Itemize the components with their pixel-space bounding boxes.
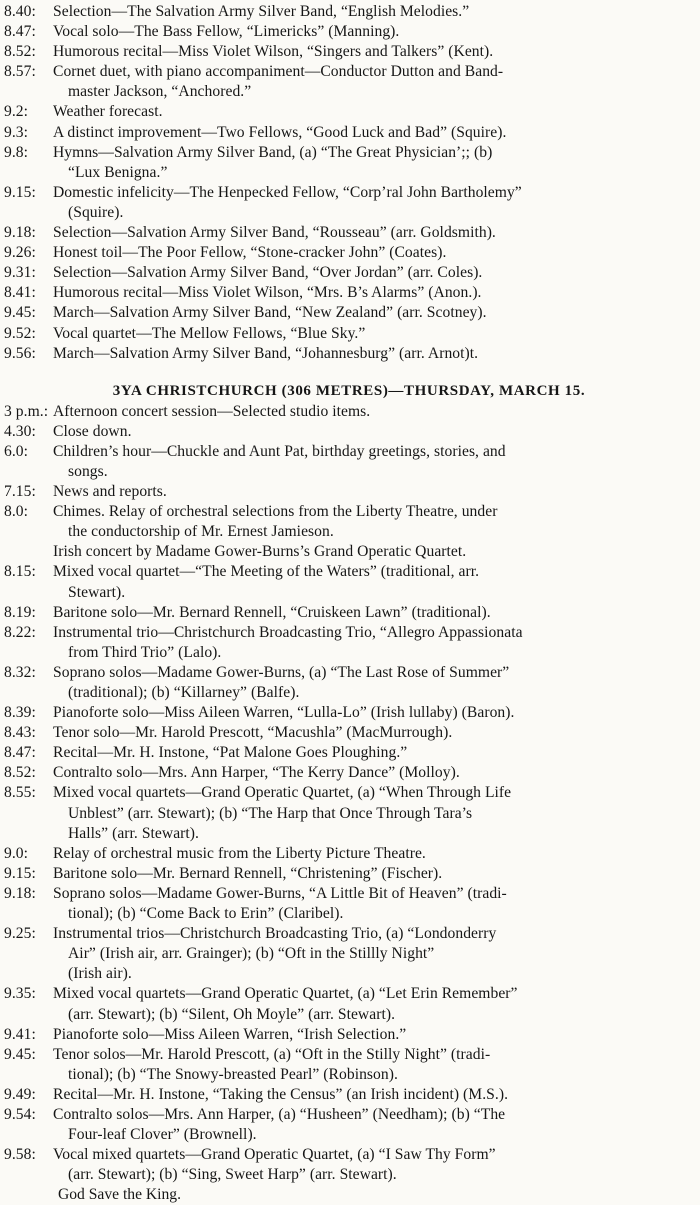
entry-line: (traditional); (b) “Killarney” (Balfe). (68, 684, 300, 701)
programme-entry (4, 102, 694, 122)
entry-text (53, 603, 694, 623)
programme-entry (4, 864, 694, 884)
entry-line: tional); (b) “The Snowy-breasted Pearl” (Robinson). (68, 1065, 398, 1083)
entry-line: (arr. Stewart); (b) “Sing, Sweet Harp” (arr. Stewart). (68, 1166, 397, 1184)
entry-line: Contralto solos—Mrs. Ann Harper, (a) “Husheen” (Needham); (b) “The (53, 1105, 506, 1123)
entry-time: 9.45: (4, 1045, 36, 1063)
entry-line: Humorous recital—Miss Violet Wilson, “Mrs. B’s Alarms” (Anon.). (53, 284, 482, 302)
entry-text (53, 743, 694, 763)
entry-line: Close down. (53, 422, 132, 440)
programme-entry (4, 663, 694, 703)
programme-entry (4, 324, 694, 344)
entry-line: Mixed vocal quartets—Grand Operatic Quartet, (a) “When Through Life (53, 784, 512, 802)
entry-time: 8.19: (4, 603, 36, 621)
entry-time: 8.47: (4, 744, 36, 762)
entry-time: 8.0: (4, 503, 29, 521)
programme-entry (4, 422, 694, 442)
entry-time: 8.52: (4, 764, 36, 782)
entry-text (53, 562, 694, 602)
entry-time: 9.0: (4, 844, 29, 862)
entry-line: Selection—Salvation Army Silver Band, “Rousseau” (arr. Goldsmith). (53, 224, 496, 242)
entry-time: 8.57: (4, 63, 36, 81)
entry-text (53, 1045, 694, 1085)
entry-line: March—Salvation Army Silver Band, “New Zealand” (arr. Scotney). (53, 304, 487, 322)
programme-entry (4, 22, 694, 42)
programme-entry (4, 442, 694, 482)
programme-entry (4, 223, 694, 243)
entry-text (53, 482, 694, 502)
entry-text (53, 344, 694, 364)
entry-line: Selection—The Salvation Army Silver Band, “English Melodies.” (53, 3, 470, 20)
entry-line: Vocal mixed quartets—Grand Operatic Quartet, (a) “I Saw Thy Form” (53, 1146, 496, 1164)
entry-text (53, 183, 694, 223)
programme-entry (4, 1085, 694, 1105)
entry-text (53, 402, 694, 422)
programme-section-3ya (4, 402, 694, 1186)
entry-text (53, 283, 694, 303)
entry-line: Mixed vocal quartet—“The Meeting of the Waters” (traditional, arr. (53, 563, 480, 581)
entry-line: Vocal quartet—The Mellow Fellows, “Blue Sky.” (53, 324, 366, 342)
programme-entry (4, 62, 694, 102)
entry-text (53, 864, 694, 884)
entry-time: 8.43: (4, 724, 36, 742)
entry-line: (Squire). (68, 203, 124, 221)
entry-text (53, 1085, 694, 1105)
programme-entry (4, 502, 694, 542)
programme-entry (4, 1145, 694, 1185)
entry-text (53, 1105, 694, 1145)
programme-entry (4, 984, 694, 1024)
entry-time: 3 p.m.: (4, 402, 49, 420)
entry-time: 9.15: (4, 864, 36, 882)
entry-time: 9.56: (4, 344, 36, 362)
programme-entry (4, 1045, 694, 1085)
entry-line: Afternoon concert session—Selected studio items. (53, 402, 371, 420)
entry-time: 9.2: (4, 103, 29, 121)
entry-text (53, 422, 694, 442)
entry-text (53, 703, 694, 723)
station-heading: 3YA CHRISTCHURCH (306 METRES)—THURSDAY, MARCH 15. (112, 382, 586, 399)
entry-line: Soprano solos—Madame Gower-Burns, “A Little Bit of Heaven” (tradi- (53, 884, 507, 902)
entry-line: News and reports. (53, 483, 167, 501)
entry-time: 9.18: (4, 884, 36, 902)
closing-line: God Save the King. (58, 1186, 181, 1204)
programme-entry (4, 143, 694, 183)
entry-line: Pianoforte solo—Miss Aileen Warren, “Lulla-Lo” (Irish lullaby) (Baron). (53, 704, 515, 722)
programme-entry (4, 623, 694, 663)
entry-text (53, 542, 694, 562)
programme-entry (4, 283, 694, 303)
entry-line: Pianoforte solo—Miss Aileen Warren, “Irish Selection.” (53, 1025, 407, 1043)
entry-time: 9.52: (4, 324, 36, 342)
entry-line: Honest toil—The Poor Fellow, “Stone-cracker John” (Coates). (53, 244, 447, 262)
entry-text (53, 123, 694, 143)
entry-text (53, 22, 694, 42)
entry-time: 9.54: (4, 1105, 36, 1123)
entry-time: 9.49: (4, 1085, 36, 1103)
entry-time: 8.47: (4, 23, 36, 41)
entry-text (53, 102, 694, 122)
entry-text (53, 1025, 694, 1045)
entry-line: Four-leaf Clover” (Brownell). (68, 1126, 257, 1144)
entry-line: master Jackson, “Anchored.” (68, 83, 252, 101)
entry-time: 9.41: (4, 1025, 36, 1043)
programme-entry (4, 344, 694, 364)
programme-entry (4, 542, 694, 562)
entry-line: Domestic infelicity—The Henpecked Fellow, “Corp’ral John Bartholemy” (53, 183, 522, 201)
entry-line: Selection—Salvation Army Silver Band, “Over Jordan” (arr. Coles). (53, 264, 483, 282)
entry-time: 9.58: (4, 1146, 36, 1164)
entry-text (53, 924, 694, 984)
entry-time: 4.30: (4, 422, 36, 440)
programme-entry (4, 263, 694, 283)
entry-line: Halls” (arr. Stewart). (68, 824, 199, 842)
entry-line: from Third Trio” (Lalo). (68, 643, 222, 661)
entry-line: (arr. Stewart); (b) “Silent, Oh Moyle” (arr. Stewart). (68, 1005, 396, 1023)
entry-time: 9.35: (4, 985, 36, 1003)
entry-line: Weather forecast. (53, 103, 163, 121)
entry-line: Tenor solo—Mr. Harold Prescott, “Macushla” (MacMurrough). (53, 724, 453, 742)
entry-line: A distinct improvement—Two Fellows, “Good Luck and Bad” (Squire). (53, 123, 507, 141)
entry-line: Air” (Irish air, arr. Grainger); (b) “Oft in the Stillly Night” (68, 945, 435, 963)
entry-line: (Irish air). (68, 965, 132, 983)
programme-entry (4, 703, 694, 723)
entry-text (53, 1145, 694, 1185)
entry-text (53, 62, 694, 102)
entry-line: Unblest” (arr. Stewart); (b) “The Harp that Once Through Tara’s (68, 804, 473, 822)
entry-time: 9.25: (4, 925, 36, 943)
entry-text (53, 2, 694, 22)
entry-line: Mixed vocal quartets—Grand Operatic Quartet, (a) “Let Erin Remember” (53, 985, 518, 1003)
entry-text (53, 723, 694, 743)
entry-line: Soprano solos—Madame Gower-Burns, (a) “The Last Rose of Summer” (53, 663, 510, 681)
entry-time: 6.0: (4, 442, 29, 460)
entry-text (53, 324, 694, 344)
programme-entry (4, 42, 694, 62)
entry-time: 9.15: (4, 183, 36, 201)
programme-entry (4, 123, 694, 143)
programme-entry (4, 303, 694, 323)
entry-time: 8.39: (4, 704, 36, 722)
entry-text (53, 844, 694, 864)
entry-line: Recital—Mr. H. Instone, “Pat Malone Goes Ploughing.” (53, 744, 408, 762)
entry-text (53, 763, 694, 783)
entry-time: 9.18: (4, 224, 36, 242)
entry-text (53, 243, 694, 263)
entry-line: Hymns—Salvation Army Silver Band, (a) “The Great Physician’;; (b) (53, 143, 493, 161)
entry-text (53, 623, 694, 663)
entry-time: 9.45: (4, 304, 36, 322)
programme-entry (4, 243, 694, 263)
entry-time: 9.8: (4, 143, 29, 161)
entry-line: Humorous recital—Miss Violet Wilson, “Singers and Talkers” (Kent). (53, 43, 494, 61)
programme-entry (4, 924, 694, 984)
entry-text (53, 502, 694, 542)
entry-line: Irish concert by Madame Gower-Burns’s Grand Operatic Quartet. (53, 543, 467, 561)
programme-entry (4, 482, 694, 502)
entry-time: 8.40: (4, 3, 36, 20)
entry-line: the conductorship of Mr. Ernest Jamieson. (68, 523, 334, 541)
programme-entry (4, 603, 694, 623)
programme-entry (4, 844, 694, 864)
entry-line: Relay of orchestral music from the Liberty Picture Theatre. (53, 844, 426, 862)
entry-line: Tenor solos—Mr. Harold Prescott, (a) “Oft in the Stilly Night” (tradi- (53, 1045, 491, 1063)
entry-line: tional); (b) “Come Back to Erin” (Claribel). (68, 905, 344, 923)
entry-time: 8.32: (4, 663, 36, 681)
programme-entry (4, 562, 694, 602)
entry-line: Children’s hour—Chuckle and Aunt Pat, birthday greetings, stories, and (53, 442, 506, 460)
programme-entry (4, 884, 694, 924)
programme-entry (4, 763, 694, 783)
entry-line: Recital—Mr. H. Instone, “Taking the Census” (an Irish incident) (M.S.). (53, 1085, 509, 1103)
entry-time: 8.52: (4, 43, 36, 61)
programme-entry (4, 783, 694, 843)
entry-line: songs. (68, 462, 108, 480)
entry-line: Cornet duet, with piano accompaniment—Conductor Dutton and Band- (53, 63, 504, 81)
entry-text (53, 223, 694, 243)
entry-time: 8.15: (4, 563, 36, 581)
programme-entry (4, 1025, 694, 1045)
programme-entry (4, 2, 694, 22)
entry-text (53, 303, 694, 323)
programme-entry (4, 1105, 694, 1145)
programme-entry (4, 743, 694, 763)
entry-text (53, 442, 694, 482)
entry-line: Vocal solo—The Bass Fellow, “Limericks” (Manning). (53, 23, 400, 41)
entry-text (53, 884, 694, 924)
entry-time: 9.3: (4, 123, 29, 141)
entry-time: 8.55: (4, 784, 36, 802)
entry-text (53, 783, 694, 843)
entry-line: Stewart). (68, 583, 126, 601)
entry-line: March—Salvation Army Silver Band, “Johannesburg” (arr. Arnot)t. (53, 344, 479, 362)
programme-entry (4, 402, 694, 422)
entry-text (53, 42, 694, 62)
programme-entry (4, 723, 694, 743)
entry-line: Chimes. Relay of orchestral selections from the Liberty Theatre, under (53, 503, 498, 521)
programme-section-continued (4, 2, 694, 364)
programme-entry (4, 183, 694, 223)
entry-line: Baritone solo—Mr. Bernard Rennell, “Christening” (Fischer). (53, 864, 443, 882)
entry-time: 9.26: (4, 244, 36, 262)
entry-time: 8.41: (4, 284, 36, 302)
entry-time: 9.31: (4, 264, 36, 282)
entry-line: Instrumental trio—Christchurch Broadcasting Trio, “Allegro Appassionata (53, 623, 523, 641)
entry-text (53, 663, 694, 703)
entry-text (53, 984, 694, 1024)
entry-text (53, 263, 694, 283)
entry-line: Instrumental trios—Christchurch Broadcasting Trio, (a) “Londonderry (53, 925, 497, 943)
entry-line: “Lux Benigna.” (68, 163, 168, 181)
entry-text (53, 143, 694, 183)
entry-line: Contralto solo—Mrs. Ann Harper, “The Kerry Dance” (Molloy). (53, 764, 460, 782)
entry-time: 8.22: (4, 623, 36, 641)
entry-time: 7.15: (4, 483, 36, 501)
entry-line: Baritone solo—Mr. Bernard Rennell, “Cruiskeen Lawn” (traditional). (53, 603, 491, 621)
